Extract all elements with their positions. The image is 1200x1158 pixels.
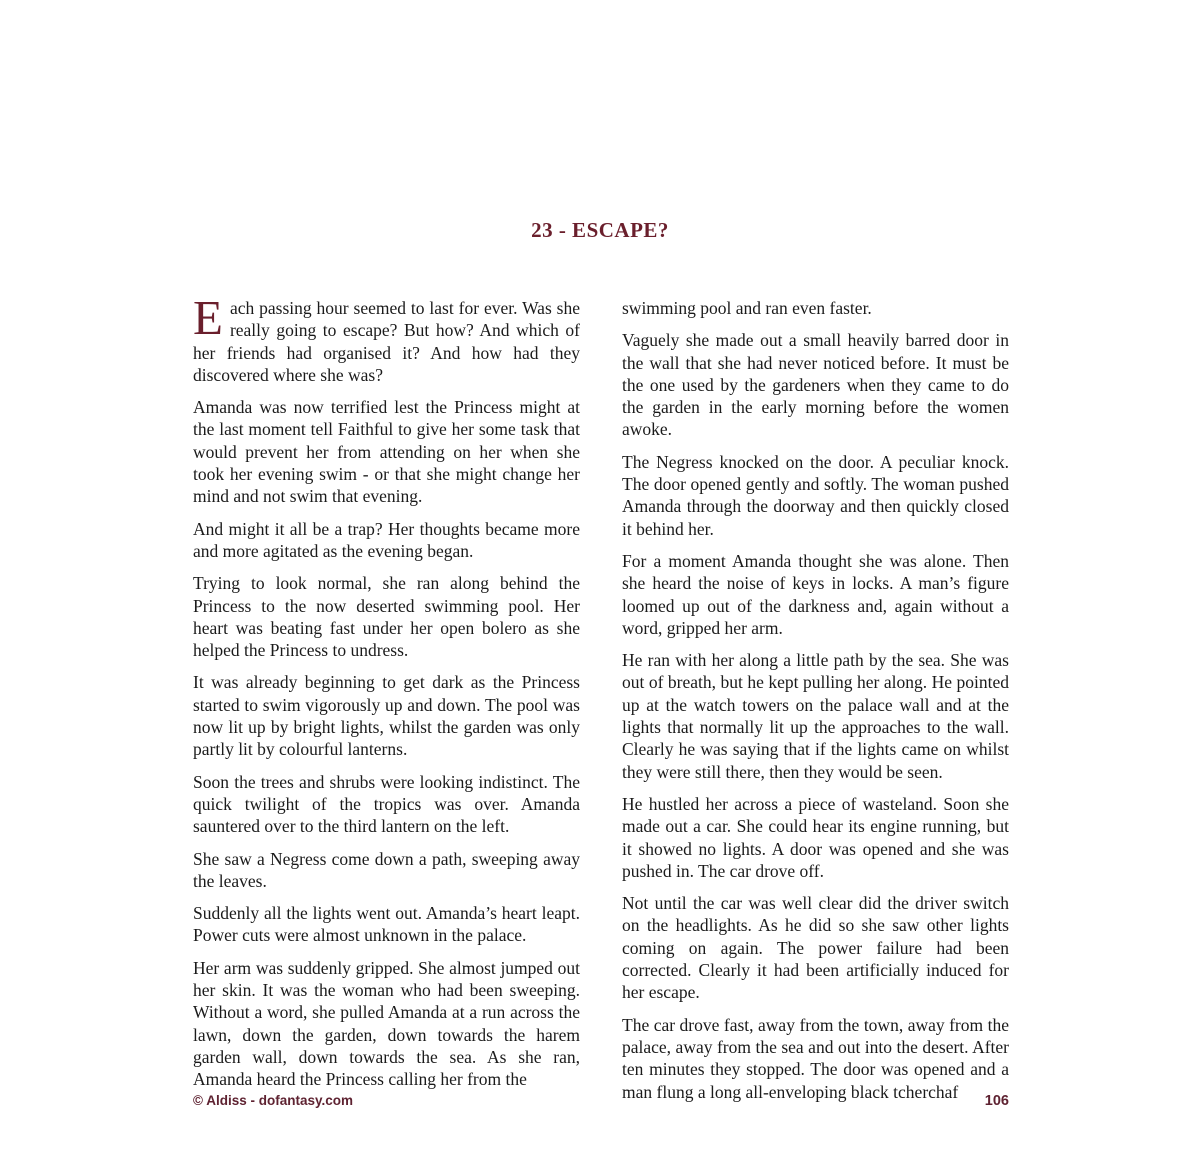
paragraph: swimming pool and ran even faster. — [622, 298, 872, 318]
paragraph: Her arm was suddenly gripped. She almost jumped out her skin. It was the woman who had been sweeping. Without a word, she pulled Amanda at a run across the lawn, down the garden, down towards the harem garden wall, down towards the sea. As she ran, Amanda heard the Princess calling her from the — [193, 957, 580, 1090]
paragraph: Soon the trees and shrubs were looking indistinct. The quick twilight of the tropics was over. Amanda sauntered over to the third lantern on the left. — [193, 771, 580, 837]
text-columns — [193, 290, 1009, 1113]
paragraph: The Negress knocked on the door. A peculiar knock. The door opened gently and softly. The woman pushed Amanda through the doorway and then quickly closed it behind her. — [622, 451, 1009, 539]
paragraph-text: ach passing hour seemed to last for ever. Was she really going to escape? But how? And which of her friends had organised it? And how had they discovered where she was? — [193, 298, 580, 385]
paragraph: She saw a Negress come down a path, sweeping away the leaves. — [193, 848, 580, 891]
left-column — [193, 290, 580, 1113]
paragraph: Not until the car was well clear did the driver switch on the headlights. As he did so she saw other lights coming on again. The power failure had been corrected. Clearly it had been artificially induced for her escape. — [622, 893, 1009, 1003]
chapter-title: 23 - ESCAPE? — [531, 218, 669, 242]
page-number: 106 — [984, 1093, 1009, 1109]
paragraph: The car drove fast, away from the town, away from the palace, away from the sea and out into the desert. After ten minutes they stopped. The door was opened and a man flung a long all-enveloping black tcherchaf — [622, 1014, 1009, 1102]
paragraph: For a moment Amanda thought she was alone. Then she heard the noise of keys in locks. A man’s figure loomed up out of the darkness and, again without a word, gripped her arm. — [622, 550, 1009, 638]
paragraph-dropcap — [193, 290, 580, 386]
paragraph: Suddenly all the lights went out. Amanda’s heart leapt. Power cuts were almost unknown in the palace. — [193, 903, 580, 946]
paragraph: Trying to look normal, she ran along behind the Princess to the now deserted swimming pool. Her heart was beating fast under her open bolero as she helped the Princess to undress. — [193, 573, 580, 661]
page-footer — [193, 1093, 1009, 1109]
paragraph: Amanda was now terrified lest the Princess might at the last moment tell Faithful to give her some task that would prevent her from attending on her when she took her evening swim - or that she might change her mind and not swim that evening. — [193, 397, 580, 507]
right-column — [622, 297, 1009, 1113]
paragraph: He hustled her across a piece of wasteland. Soon she made out a car. She could hear its engine running, but it showed no lights. A door was opened and she was pushed in. The car drove off. — [622, 793, 1009, 881]
drop-cap-letter: E — [193, 290, 223, 345]
paragraph: He ran with her along a little path by the sea. She was out of breath, but he kept pulling her along. He pointed up at the watch towers on the palace wall and at the lights that normally lit up the approaches to the wall. Clearly he was saying that if the lights came on whilst they were still there, then they would be seen. — [622, 650, 1009, 782]
paragraph: It was already beginning to get dark as the Princess started to swim vigorously up and down. The pool was now lit up by bright lights, whilst the garden was only partly lit by colourful lanterns. — [193, 672, 580, 760]
paragraph: And might it all be a trap? Her thoughts became more and more agitated as the evening began. — [193, 518, 580, 561]
paragraph: Vaguely she made out a small heavily barred door in the wall that she had never noticed before. It must be the one used by the gardeners when they came to do the garden in the early morning before the women awoke. — [622, 330, 1009, 440]
copyright-notice: © Aldiss - dofantasy.com — [193, 1093, 353, 1108]
